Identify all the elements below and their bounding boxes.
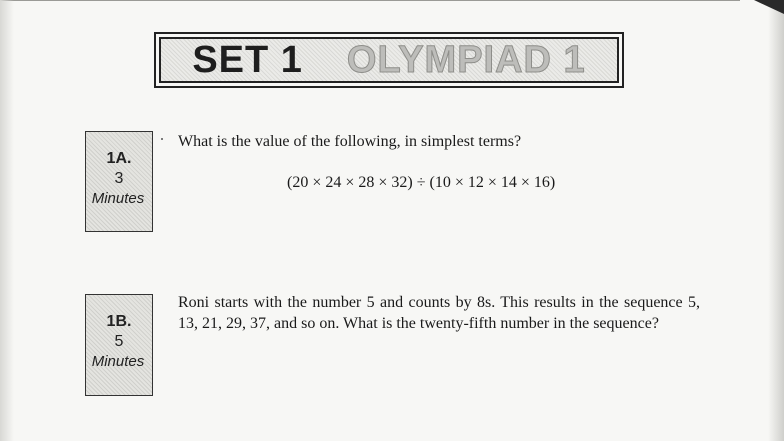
problem-1a-question: What is the value of the following, in simplest terms? [178, 133, 522, 150]
problem-time: 5 [114, 333, 124, 350]
problem-time-unit: Minutes [91, 353, 145, 370]
problem-1a-expression: (20 × 24 × 28 × 32) ÷ (10 × 12 × 14 × 16) [287, 174, 556, 191]
title-banner-inner [159, 37, 619, 83]
problem-time-unit: Minutes [91, 190, 145, 207]
page-top-edge [0, 0, 740, 1]
olympiad-title: OLYMPIAD 1 [346, 39, 586, 81]
problem-1b-label-box [85, 294, 153, 396]
problem-time: 3 [114, 170, 124, 187]
page-corner [754, 0, 784, 14]
problem-number: 1B. [106, 313, 132, 330]
page-shadow-left [0, 0, 14, 441]
set-title: SET 1 [192, 39, 303, 81]
print-speck [161, 138, 163, 140]
problem-1a-label-box [85, 131, 153, 232]
problem-1b-question: Roni starts with the number 5 and counts by 8s. This results in the sequence 5, 13, 21, 29, 37, and so on. What is the twenty-fifth number in the sequence? [178, 294, 700, 332]
page-shadow-right [768, 0, 784, 441]
title-banner [154, 32, 624, 88]
problem-number: 1A. [106, 150, 132, 167]
